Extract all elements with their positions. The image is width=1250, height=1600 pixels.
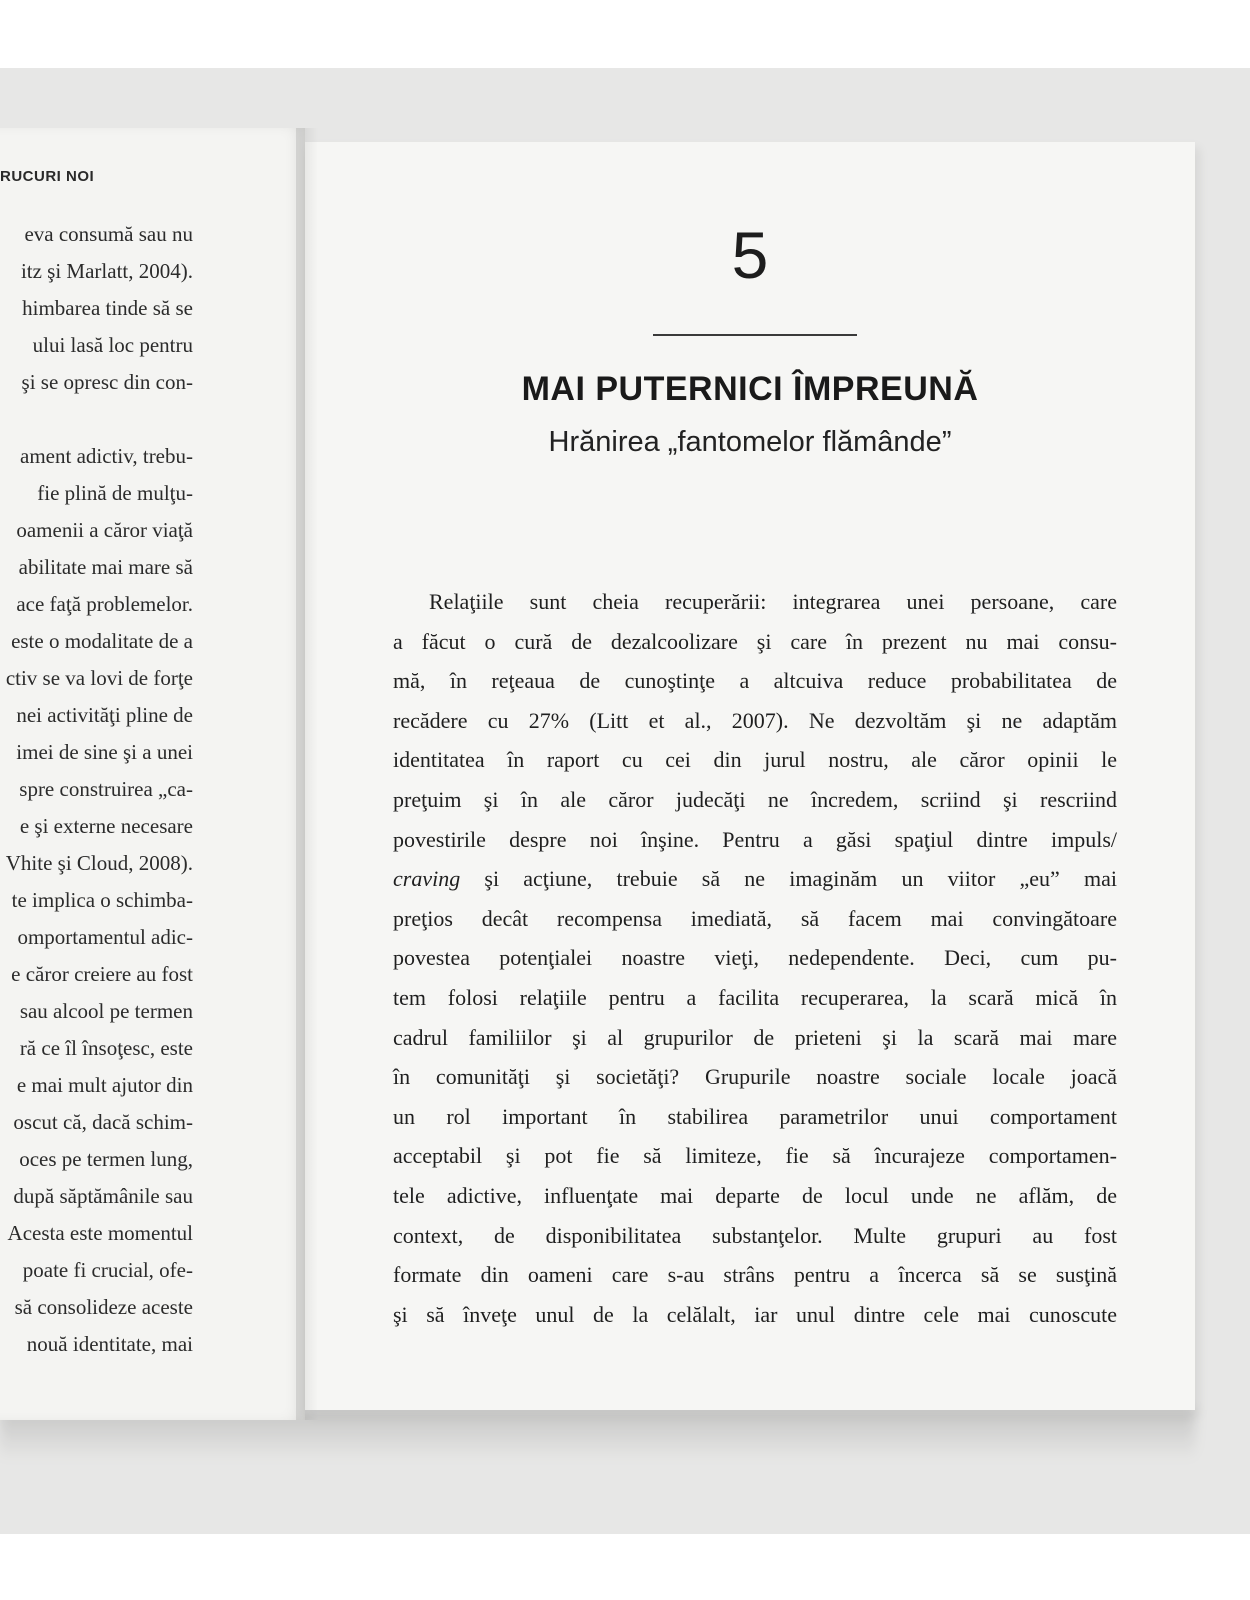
text-line: context, de disponibilitatea substanţelor. Multe grupuri au fost [393, 1222, 1117, 1248]
text-line: oces pe termen lung, [19, 1147, 193, 1171]
text-line: e mai mult ajutor din [16, 1073, 193, 1097]
text-line: himbarea tinde să se [22, 296, 193, 320]
text-line: identitatea în raport cu cei din jurul nostru, ale căror opinii le [393, 747, 1117, 773]
text-line: oscut că, dacă schim- [13, 1110, 193, 1134]
text-line: Acesta este momentul [7, 1221, 193, 1245]
text-line: ului lasă loc pentru [32, 333, 193, 357]
text-line: sau alcool pe termen [19, 999, 193, 1023]
text-line: să consolideze aceste [14, 1295, 193, 1319]
text-line: tem folosi relaţiile pentru a facilita recuperarea, la scară mică în [393, 984, 1117, 1010]
text-line: itz şi Marlatt, 2004). [20, 259, 193, 283]
text-line: poate fi crucial, ofe- [22, 1258, 193, 1282]
italic-term: craving [393, 866, 461, 892]
text-line-rest: şi acţiune, trebuie să ne imaginăm un viitor „eu” mai [484, 866, 1117, 892]
text-line: te implica o schimba- [11, 888, 193, 912]
text-line: Relaţiile sunt cheia recuperării: integrarea unei persoane, care [429, 589, 1117, 614]
text-line: preţios decât recompensa imediată, să facem mai convingătoare [393, 905, 1117, 931]
text-line: imei de sine şi a unei [16, 740, 193, 764]
text-line: ctiv se va lovi de forţe [5, 666, 193, 690]
text-line: preţuim şi în ale căror judecăţi ne încredem, scriind şi rescriind [393, 786, 1117, 812]
text-line: formate din oameni care s-au strâns pentru a încerca să se susţină [393, 1262, 1117, 1288]
left-page-text [0, 216, 193, 1363]
chapter-title: MAI PUTERNICI ÎMPREUNĂ [521, 370, 979, 408]
text-line: şi să înveţe unul de la celălalt, iar unul dintre cele mai cunoscute [393, 1301, 1117, 1327]
text-line: oamenii a căror viaţă [16, 518, 193, 542]
text-line: ace faţă problemelor. [16, 592, 193, 616]
text-line: abilitate mai mare să [18, 555, 193, 579]
text-line: e căror creiere au fost [11, 962, 193, 986]
right-page [305, 142, 1195, 1410]
text-line: povestea potenţialei noastre vieţi, nedependente. Deci, cum pu- [393, 945, 1117, 971]
text-line: acceptabil şi pot fie să limiteze, fie să încurajeze comportamen- [393, 1143, 1117, 1169]
text-line: fie plină de mulţu- [37, 481, 193, 505]
text-line: nei activităţi pline de [16, 703, 193, 727]
text-line: spre construirea „ca- [19, 777, 193, 801]
book-gutter [296, 128, 318, 1420]
text-line: şi se opresc din con- [21, 370, 193, 394]
text-line: un rol important în stabilirea parametrilor unui comportament [393, 1103, 1117, 1129]
text-line: recădere cu 27% (Litt et al., 2007). Ne dezvoltăm şi ne adaptăm [393, 707, 1117, 733]
text-line: mă, în reţeaua de cunoştinţe a altcuiva reduce probabilitatea de [393, 668, 1117, 694]
text-line: este o modalitate de a [11, 629, 193, 653]
text-line-with-italic [393, 859, 1117, 899]
text-line: ră ce îl însoţesc, este [19, 1036, 193, 1060]
chapter-subtitle: Hrănirea „fantomelor flămânde” [548, 426, 952, 458]
text-line: tele adictive, influenţate mai departe de locul unde ne aflăm, de [393, 1182, 1117, 1208]
text-line: Vhite şi Cloud, 2008). [5, 851, 193, 875]
text-line: după săptămânile sau [13, 1184, 193, 1208]
text-line: a făcut o cură de dezalcoolizare şi care în prezent nu mai consu- [393, 628, 1117, 654]
text-line: eva consumă sau nu [24, 222, 193, 246]
text-line: ament adictiv, trebu- [20, 444, 193, 468]
left-page [0, 128, 305, 1420]
text-line: cadrul familiilor şi al grupurilor de prieteni şi la scară mai mare [393, 1024, 1117, 1050]
title-divider [653, 334, 857, 336]
running-header: RUCURI NOI [0, 168, 95, 185]
text-line: povestirile despre noi înşine. Pentru a găsi spaţiul dintre impuls/ [393, 826, 1117, 852]
chapter-number: 5 [731, 218, 769, 292]
text-line: omportamentul adic- [17, 925, 193, 949]
paragraph-gap [0, 401, 193, 438]
body-text [393, 582, 1117, 1334]
text-line: nouă identitate, mai [26, 1332, 193, 1356]
text-line: în comunităţi şi societăţi? Grupurile noastre sociale locale joacă [393, 1064, 1117, 1090]
text-line: e şi externe necesare [19, 814, 193, 838]
